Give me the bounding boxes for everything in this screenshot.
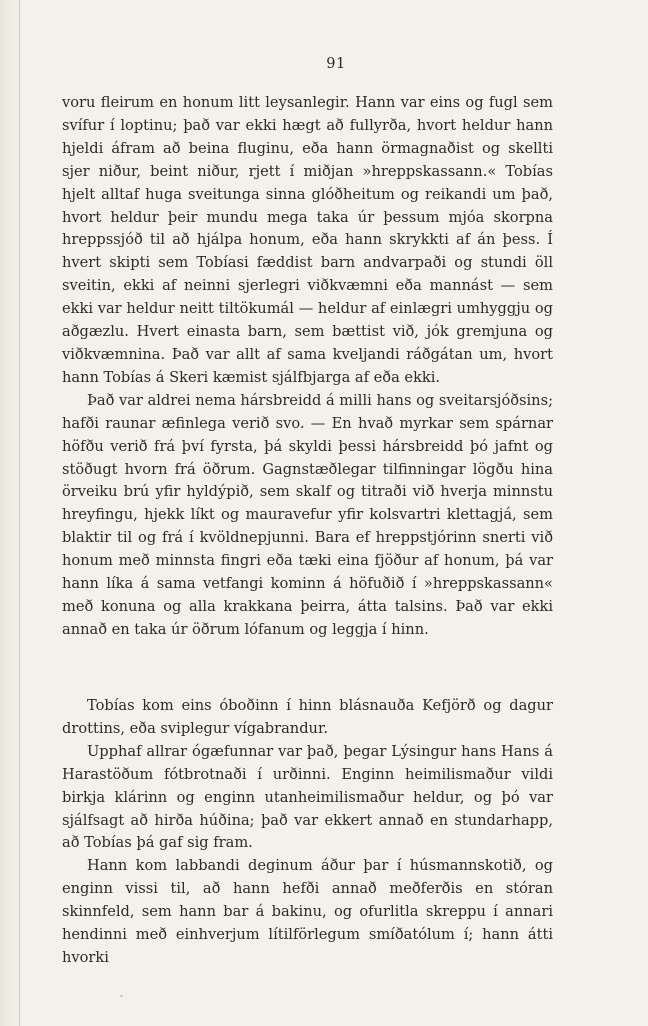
paragraph: Tobías kom eins óboðinn í hinn blásnauða Kefjörð og dagur drottins, eða sviplegur vígabrandur. [62, 697, 553, 737]
page-number: 91 [326, 56, 346, 72]
paragraph: Upphaf allrar ógæfunnar var það, þegar Lýsingur hans Hans á Harastöðum fótbrotnaði í urðinni. Enginn heimilismaður vildi birkja klárinn og enginn utanheimilismaður heldur, og þó var sjálfsagt að hirða húðina; það var ekkert annað en stundarhapp, að Tobías þá gaf sig fram. [62, 742, 553, 852]
paper-speck [120, 995, 123, 997]
paragraph: Það var aldrei nema hársbreidd á milli hans og sveitarsjóðsins; hafði raunar æfinlega verið svo. — En hvað myrkar sem spárnar höfðu verið frá því fyrsta, þá skyldi þessi hársbreidd þó jafnt og stöðugt hvorn frá öðrum. Gagnstæðlegar tilfinningar lögðu hina örveiku brú yfir hyldýpið, sem skalf og titraði við hverja minnstu hreyfingu, hjekk líkt og mauravefur yfir kolsvartri klettagjá, sem blaktir til og frá í kvöldnepjunni. Bara ef hreppstjórinn snerti við honum með minnsta fingri eða tæki eina fjöður af honum, þá var hann líka á sama vetfangi kominn á höfuðið í »hreppskassann« með konuna og alla krakkana þeirra, átta talsins. Það var ekki annað en taka úr öðrum lófanum og leggja í hinn. [62, 391, 553, 638]
page-fold-line [19, 0, 20, 1026]
paragraph: Hann kom labbandi deginum áður þar í húsmannskotið, og enginn vissi til, að hann hefði annað meðferðis en stóran skinnfeld, sem hann bar á bakinu, og ofurlitla skreppu í annari hendinni með einhverjum lítilförlegum smíðatólum í; hann átti hvorki [62, 857, 553, 966]
paragraph: voru fleirum en honum litt leysanlegir. Hann var eins og fugl sem svífur í loptinu; það var ekki hægt að fullyrða, hvort heldur hann hjeldi áfram að beina fluginu, eða hann örmagnaðist og skellti sjer niður, beint niður, rjett í miðjan »hreppskassann.« Tobías hjelt alltaf huga sveitunga sinna glóðheitum og reikandi um það, hvort heldur þeir mundu mega taka úr þessum mjóa skorpna hreppssjóð til að hjálpa honum, eða hann skrykkti af án þess. Í hvert skipti sem Tobíasi fæddist barn andvarpaði og stundi öll sveitin, ekki af neinni sjerlegri viðkvæmni eða mannást — sem ekki var heldur neitt tiltökumál — heldur af einlægri umhyggju og aðgæzlu. Hvert einasta barn, sem bættist við, jók gremjuna og viðkvæmnina. Það var allt af sama kveljandi ráðgátan um, hvort hann Tobías á Skeri kæmist sjálfbjarga af eða ekki. [62, 94, 553, 386]
text-section-one [62, 92, 553, 642]
text-section-two [62, 695, 553, 970]
page-edge [0, 0, 20, 1026]
